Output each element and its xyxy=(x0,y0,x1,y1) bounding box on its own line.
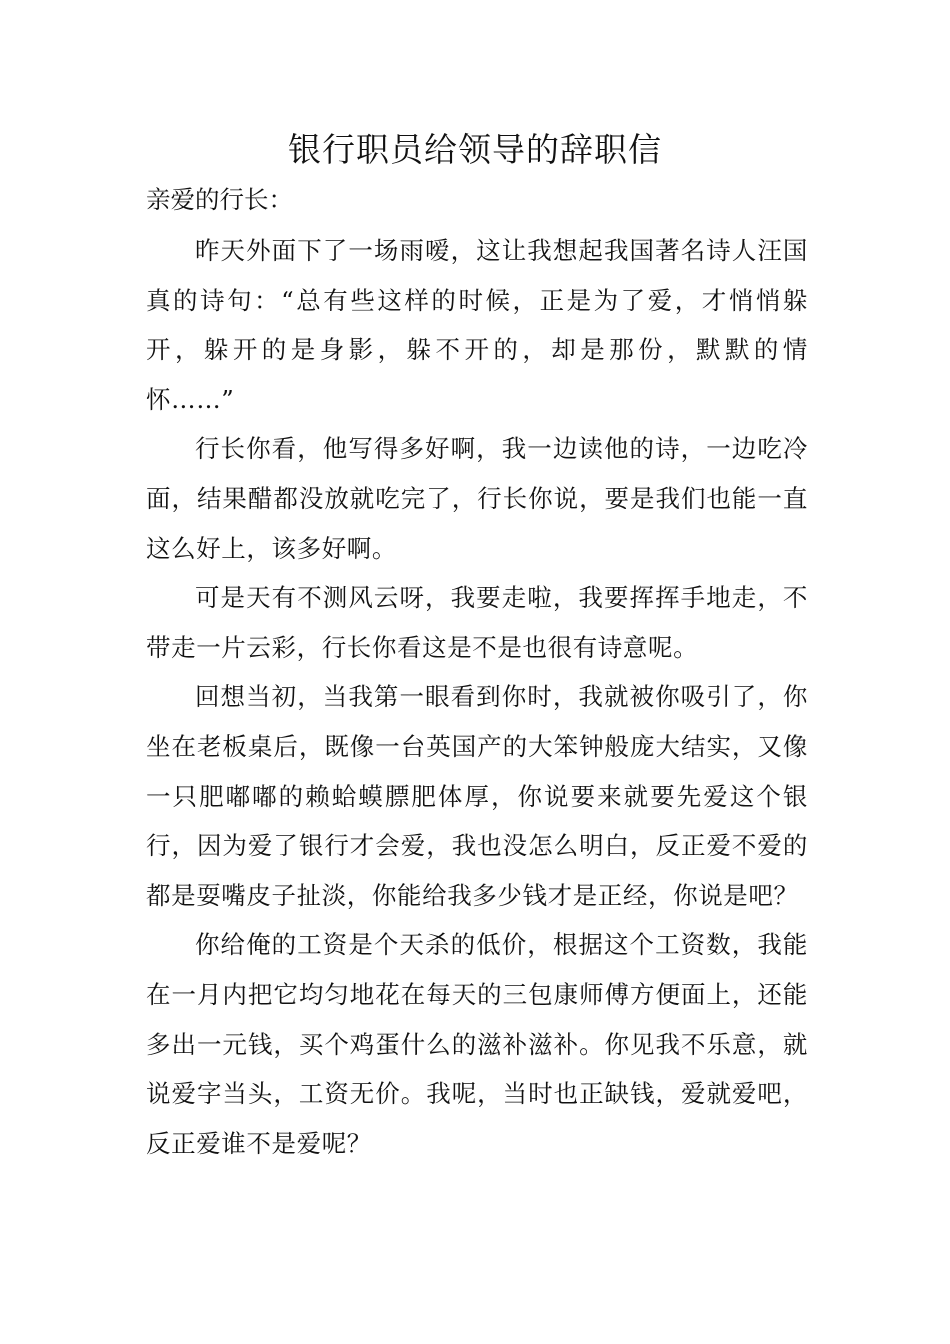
paragraph: 昨天外面下了一场雨嗳，这让我想起我国著名诗人汪国真的诗句：“总有些这样的时候，正是为了爱，才悄悄躲开，躲开的是身影，躲不开的，却是那份，默默的情怀……” xyxy=(146,236,808,414)
document-title: 银行职员给领导的辞职信 xyxy=(288,130,662,169)
letter-body xyxy=(146,226,808,1168)
salutation: 亲爱的行长： xyxy=(146,185,293,214)
paragraph: 回想当初，当我第一眼看到你时，我就被你吸引了，你坐在老板桌后，既像一台英国产的大笨钟般庞大结实，又像一只肥嘟嘟的赖蛤蟆膘肥体厚，你说要来就要先爱这个银行，因为爱了银行才会爱，我也没怎么明白，反正爱不爱的都是耍嘴皮子扯淡，你能给我多少钱才是正经，你说是吧？ xyxy=(146,682,808,910)
paragraph: 你给俺的工资是个天杀的低价，根据这个工资数，我能在一月内把它均匀地花在每天的三包康师傅方便面上，还能多出一元钱，买个鸡蛋什么的滋补滋补。你见我不乐意，就说爱字当头，工资无价。我呢，当时也正缺钱，爱就爱吧，反正爱谁不是爱呢？ xyxy=(146,930,808,1158)
paragraph: 可是天有不测风云呀，我要走啦，我要挥挥手地走，不带走一片云彩，行长你看这是不是也很有诗意呢。 xyxy=(146,583,808,662)
paragraph: 行长你看，他写得多好啊，我一边读他的诗，一边吃冷面，结果醋都没放就吃完了，行长你说，要是我们也能一直这么好上，该多好啊。 xyxy=(146,434,808,563)
